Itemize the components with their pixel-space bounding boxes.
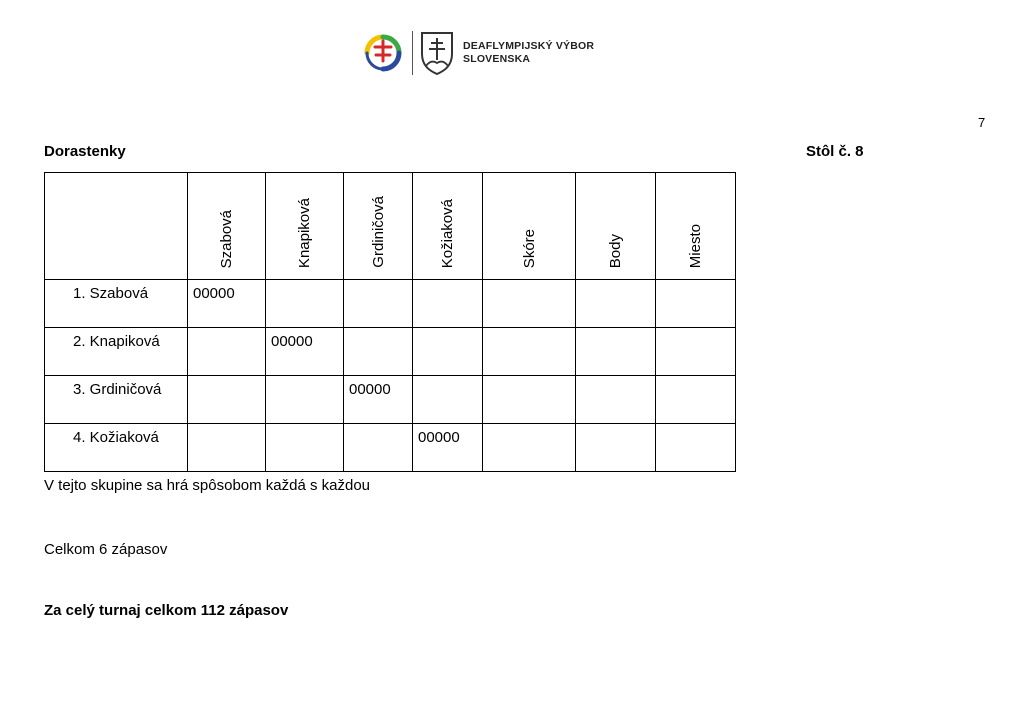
- cell-value: [344, 424, 412, 429]
- table-cell: [188, 328, 266, 376]
- cell-value: [576, 424, 655, 429]
- cell-value: [413, 280, 482, 285]
- cell-value: [344, 280, 412, 285]
- table-row: [45, 376, 736, 424]
- slovak-coat-of-arms-icon: [419, 30, 455, 76]
- table-cell: [576, 280, 656, 328]
- table-row: [45, 280, 736, 328]
- cell-value: [483, 424, 575, 429]
- cell-value: [266, 376, 343, 381]
- cell-value: [576, 376, 655, 381]
- deaflympics-emblem-icon: [357, 27, 409, 79]
- org-name-line2: SLOVENSKA: [463, 53, 531, 65]
- column-header: [656, 173, 736, 280]
- cell-value: [576, 328, 655, 333]
- table-cell: [656, 328, 736, 376]
- table-cell: [656, 424, 736, 472]
- cell-value: 00000: [418, 429, 460, 446]
- player-name-cell: [45, 376, 188, 424]
- player-name: 2. Knapiková: [73, 333, 160, 350]
- table-row: [45, 328, 736, 376]
- player-name-cell: [45, 328, 188, 376]
- column-header: [266, 173, 344, 280]
- corner-cell: [45, 173, 188, 280]
- table-cell: [413, 280, 483, 328]
- table-cell: [266, 376, 344, 424]
- table-number: Stôl č. 8: [806, 143, 864, 160]
- cell-value: [483, 376, 575, 381]
- table-cell: [656, 280, 736, 328]
- table-cell: [266, 328, 344, 376]
- format-note: V tejto skupine sa hrá spôsobom každá s každou: [44, 477, 371, 494]
- column-header: [483, 173, 576, 280]
- cell-value: [413, 328, 482, 333]
- cell-value: 00000: [349, 381, 391, 398]
- page-number: 7: [978, 115, 986, 130]
- table-cell: [413, 328, 483, 376]
- table-cell: [344, 376, 413, 424]
- table-cell: [576, 328, 656, 376]
- column-header-label: Miesto: [687, 223, 704, 268]
- column-header: [413, 173, 483, 280]
- organization-name: [463, 40, 594, 66]
- player-name-cell: [45, 280, 188, 328]
- player-name: 4. Kožiaková: [73, 429, 159, 446]
- cell-value: [656, 424, 735, 429]
- column-header-label: Kožiaková: [439, 198, 456, 268]
- cell-value: [656, 328, 735, 333]
- player-name: 1. Szabová: [73, 285, 149, 302]
- table-cell: [188, 376, 266, 424]
- player-name-cell: [45, 424, 188, 472]
- cell-value: 00000: [193, 285, 235, 302]
- cell-value: [413, 376, 482, 381]
- cell-value: [188, 328, 265, 333]
- column-header-label: Knapiková: [296, 197, 313, 268]
- table-cell: [266, 280, 344, 328]
- table-cell: [483, 280, 576, 328]
- table-cell: [576, 376, 656, 424]
- column-header: [188, 173, 266, 280]
- cell-value: [188, 424, 265, 429]
- cell-value: [656, 280, 735, 285]
- column-header-label: Szabová: [218, 209, 235, 268]
- column-header-label: Grdiničová: [369, 196, 387, 268]
- column-header: [344, 173, 413, 280]
- table-cell: [266, 424, 344, 472]
- header-logo: [357, 27, 594, 79]
- cell-value: [483, 328, 575, 333]
- cell-value: 00000: [271, 333, 313, 350]
- table-cell: [656, 376, 736, 424]
- column-header: [576, 173, 656, 280]
- tournament-total-note: Za celý turnaj celkom 112 zápasov: [44, 602, 289, 619]
- cell-value: [266, 280, 343, 285]
- table-cell: [344, 424, 413, 472]
- org-name-line1: DEAFLYMPIJSKÝ VÝBOR: [463, 40, 595, 52]
- column-header-label: Body: [607, 233, 624, 268]
- table-cell: [344, 280, 413, 328]
- cell-value: [266, 424, 343, 429]
- results-table: [44, 172, 736, 472]
- group-total-note: Celkom 6 zápasov: [44, 541, 168, 558]
- table-cell: [188, 424, 266, 472]
- table-cell: [188, 280, 266, 328]
- cell-value: [483, 280, 575, 285]
- table-cell: [413, 424, 483, 472]
- table-cell: [413, 376, 483, 424]
- cell-value: [576, 280, 655, 285]
- column-header-label: Skóre: [520, 228, 538, 268]
- table-cell: [483, 328, 576, 376]
- table-cell: [576, 424, 656, 472]
- table-cell: [344, 328, 413, 376]
- logo-divider: [412, 31, 413, 75]
- table-row: [45, 424, 736, 472]
- cell-value: [188, 376, 265, 381]
- table-cell: [483, 376, 576, 424]
- player-name: 3. Grdiničová: [73, 381, 162, 398]
- table-cell: [483, 424, 576, 472]
- cell-value: [656, 376, 735, 381]
- category-title: Dorastenky: [44, 143, 126, 160]
- cell-value: [344, 328, 412, 333]
- table-header-row: [45, 173, 736, 280]
